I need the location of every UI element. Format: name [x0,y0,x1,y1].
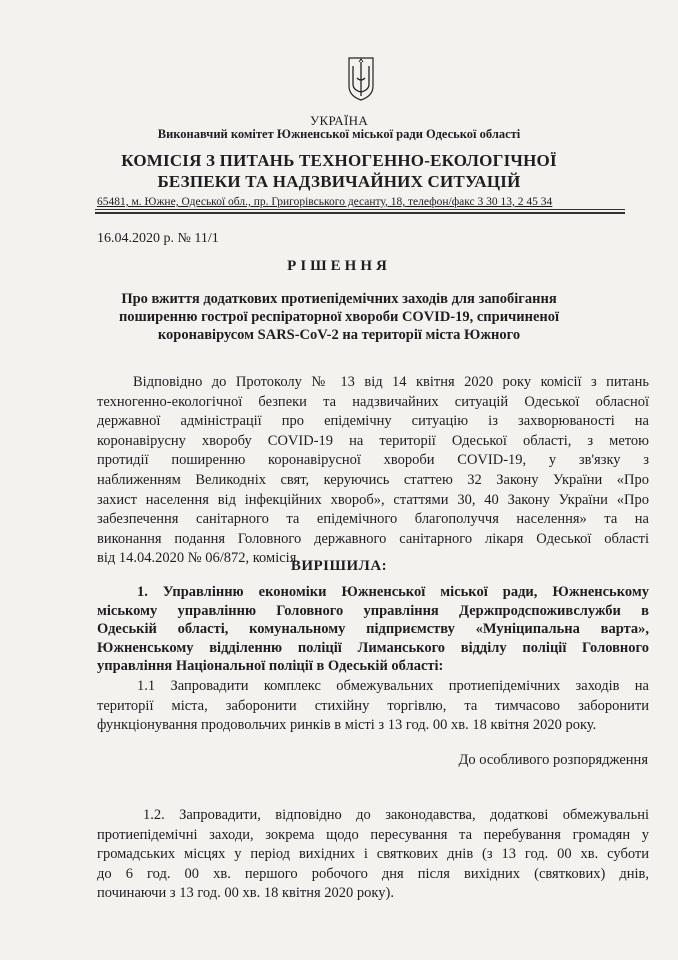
item-1-1-paragraph [97,677,649,736]
text-line: від 14.04.2020 № 06/872, комісія [97,550,297,567]
subject-line-2: поширенню гострої респіраторної хвороби COVID-19, спричиненої [118,309,560,325]
text-line: захист населення від інфекційних хвороб», статтями 30, 40 Закону України «Про [97,491,649,508]
trident-emblem-icon [347,56,375,102]
text-line: забезпечення санітарного та епідемічного благополуччя населення» та на [97,511,649,528]
text-line: виконання подання Головного державного санітарного лікаря Одеської області [97,530,649,547]
commission-line-1: КОМІСІЯ З ПИТАНЬ ТЕХНОГЕННО-ЕКОЛОГІЧНОЇ [121,151,557,170]
text-line: функціонування продовольчих ринків в місті з 13 год. 00 хв. 18 квітня 2020 року. [97,717,597,734]
subject-line-3: коронавірусом SARS-CoV-2 на території міста Южного [157,327,521,343]
text-line: 1. Управлінню економіки Южненської міської ради, Южненському [137,584,649,600]
text-line: Відповідно до Протоколу № 13 від 14 квітня 2020 року комісії з питань [133,374,649,390]
decided-heading: ВИРІШИЛА: [290,558,388,574]
text-line: протидії поширенню коронавірусної хвороби COVID-19, у зв'язку з [97,452,649,469]
text-line: коронавірусну хворобу COVID-19 на території Одеської області, з метою [97,432,649,449]
text-line: до 6 год. 00 хв. першого робочого дня після вихідних (святкових) днів, [97,865,649,882]
text-line: Одеській області, комунальному підприємству «Муніципальна варта», [97,621,649,637]
text-line: наближенням Великодніх свят, керуючись статтею 32 Закону України «Про [97,471,649,488]
text-line: громадських місцях у період вихідних і святкових днів (з 13 год. 00 хв. суботи [97,846,649,863]
item-1-paragraph [97,583,649,676]
text-line: 1.1 Запровадити комплекс обмежувальних протиепідемічних заходів на [137,678,649,694]
text-line: державної адміністрації про епідемічну ситуацію із захворюваності на [97,413,649,430]
address-line: 65481, м. Южне, Одеської обл., пр. Григорівського десанту, 18, телефон/факс 3 30 13, 2 45 34 [97,196,553,208]
header-divider-thick [95,212,625,214]
header-divider [95,209,625,210]
date-number: 16.04.2020 р. № 11/1 [97,231,219,246]
subject-line-1: Про вжиття додаткових протиепідемічних заходів для запобігання [121,291,557,307]
text-line: протиепідемічні заходи, зокрема щодо пересування та перебування громадян у [97,826,649,843]
document-title: РІШЕННЯ [287,258,391,274]
preamble-paragraph [97,373,649,569]
text-line: Южненському відділенню поліції Лиманського відділу поліції Головного [97,639,649,656]
country-name: УКРАЇНА [309,113,369,128]
text-line: техногенно-екологічної безпеки та надзвичайних ситуацій Одеської обласної [97,393,649,410]
text-line: управління Національної поліції в Одеській області: [97,658,444,674]
document-subject [0,290,678,344]
text-line: міському управлінню Головного управління Держпродспоживслужби в [97,602,649,619]
commission-line-2: БЕЗПЕКИ ТА НАДЗВИЧАЙНИХ СИТУАЦІЙ [157,172,521,191]
special-order-note: До особливого розпорядження [458,752,648,768]
item-1-2-paragraph [97,806,649,904]
text-line: 1.2. Запровадити, відповідно до законодавства, додаткові обмежувальні [143,807,649,823]
commission-name [0,150,678,192]
text-line: території міста, заборонити стихійну торгівлю, та тимчасово заборонити [97,697,649,714]
executive-committee: Виконавчий комітет Южненської міської ради Одеської області [157,127,521,141]
text-line: починаючи з 13 год. 00 хв. 18 квітня 2020 року). [97,885,394,902]
